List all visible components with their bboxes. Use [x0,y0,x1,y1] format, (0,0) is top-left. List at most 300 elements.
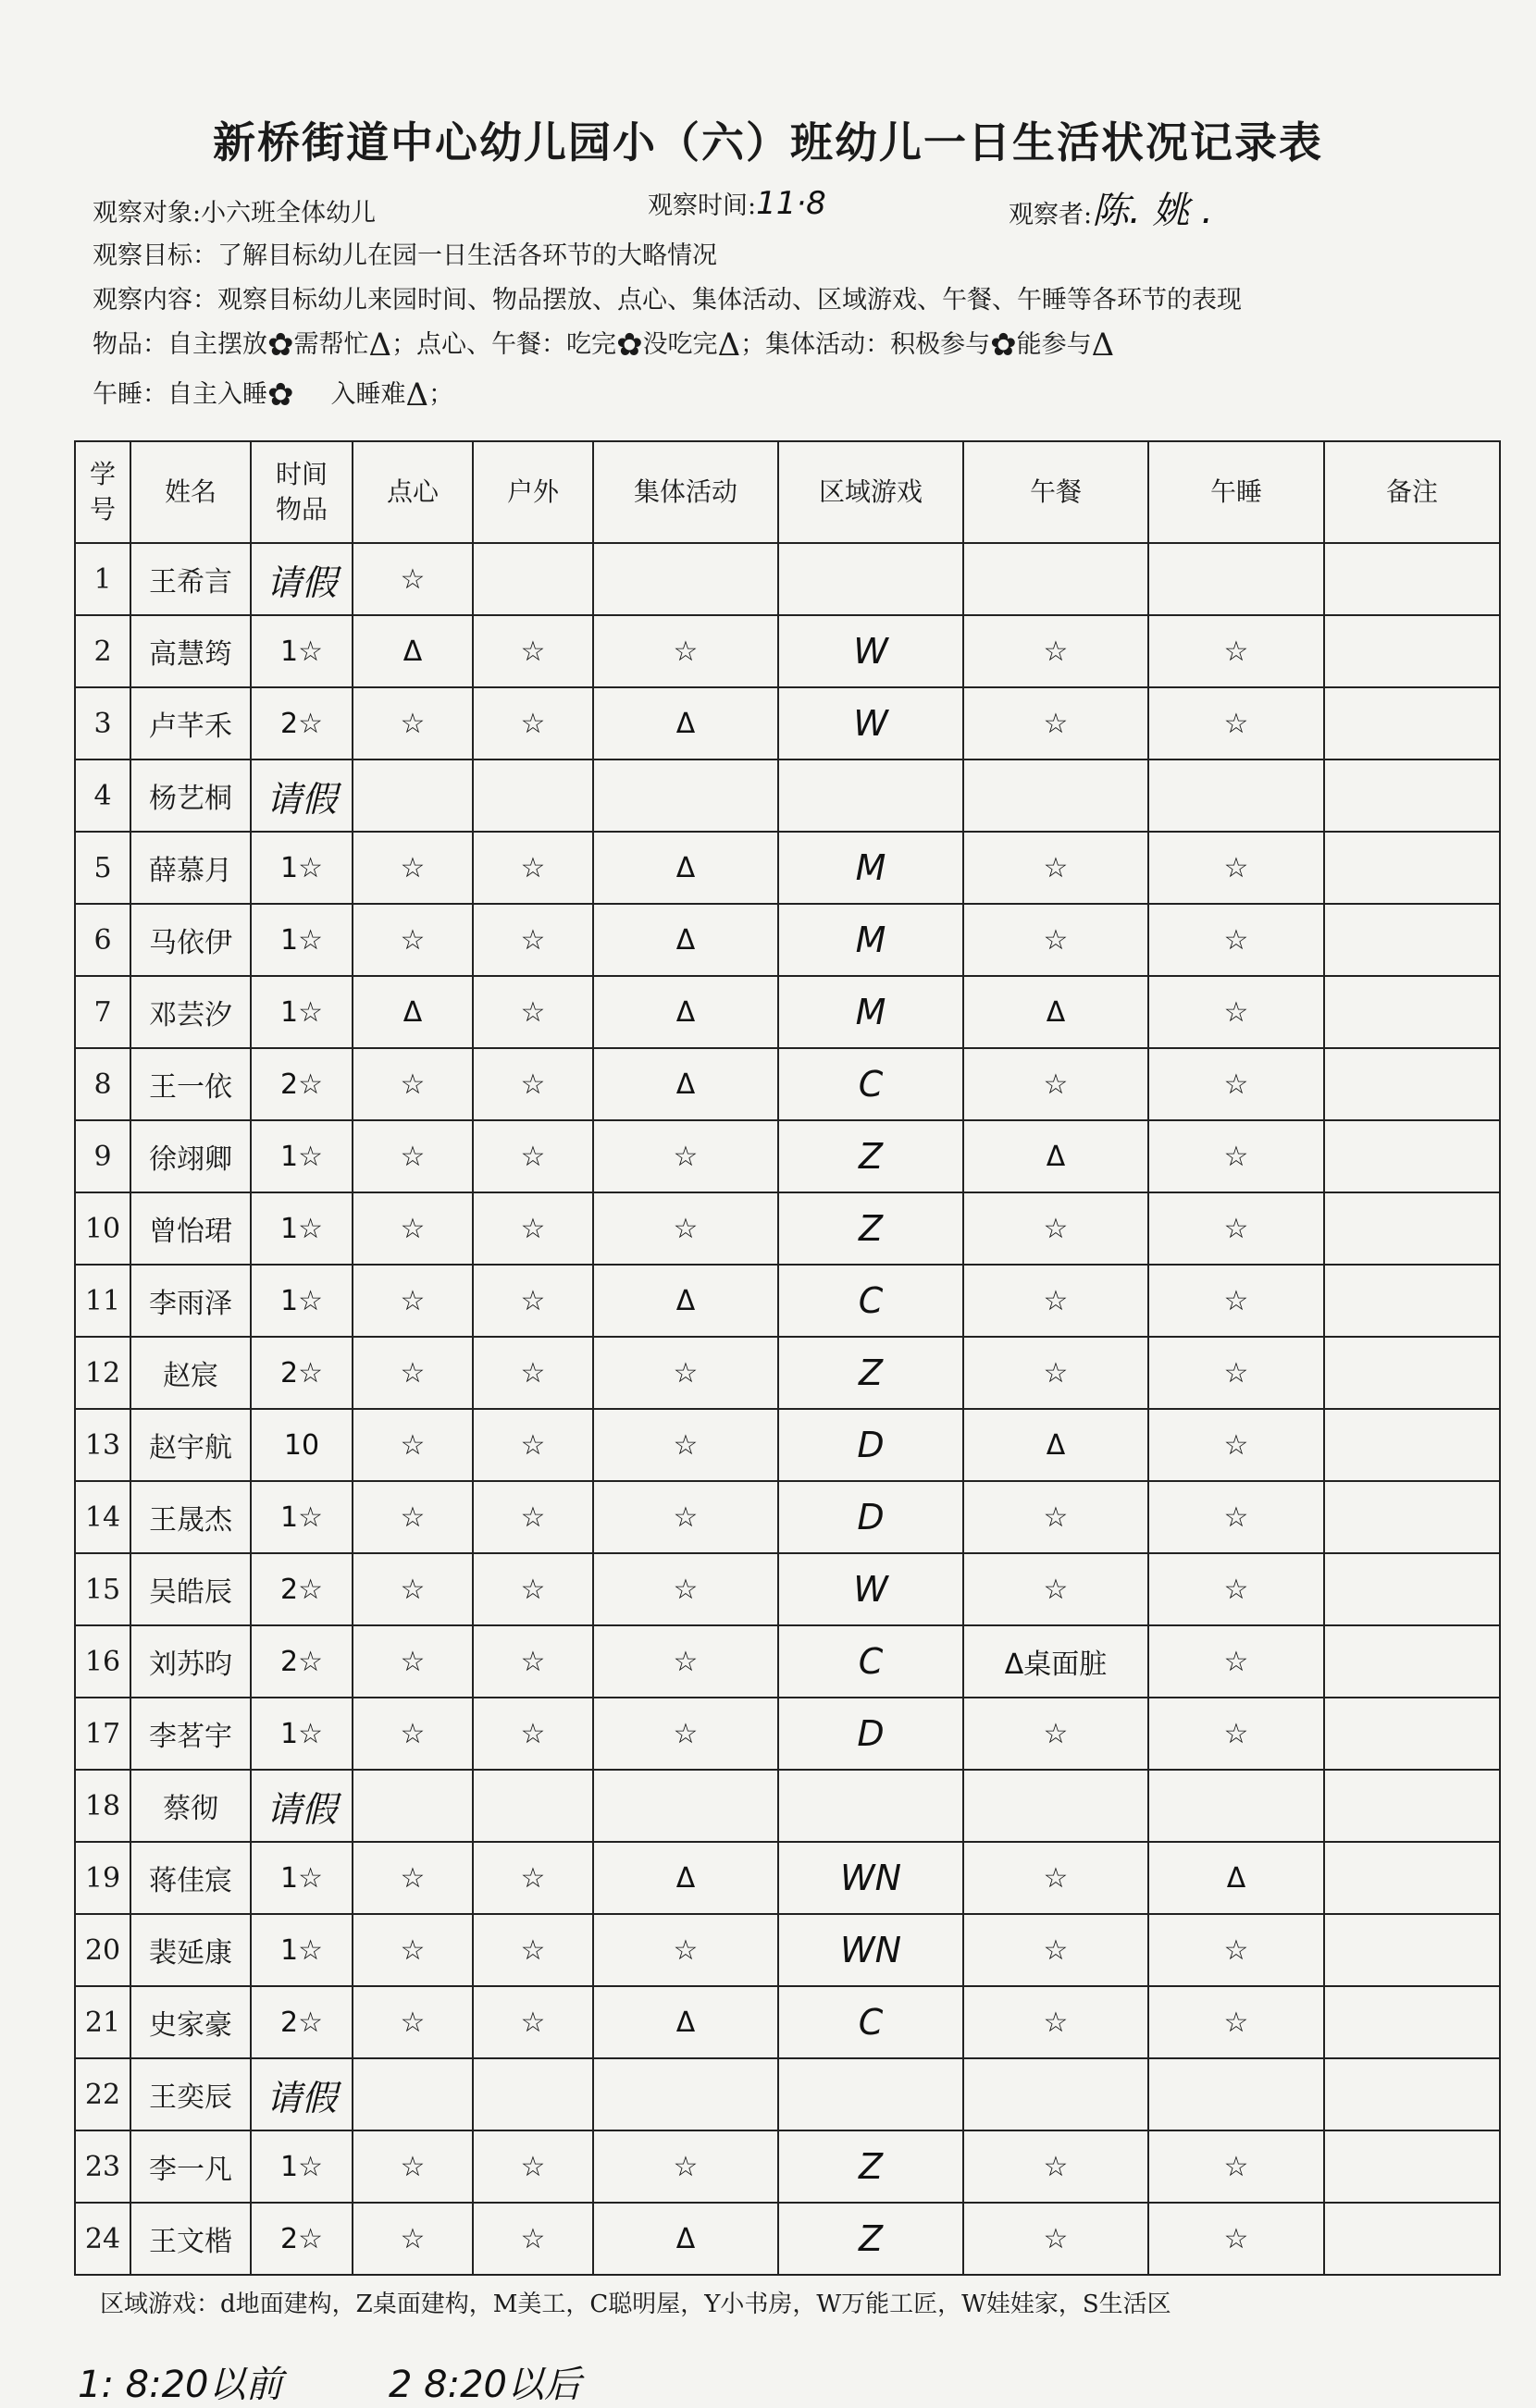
cell-name: 王文楷 [130,2203,251,2275]
cell-no: 7 [75,976,130,1048]
cell-note [1324,1265,1500,1337]
cell-group: ☆ [593,1120,778,1192]
cell-outdoor: ☆ [473,1553,593,1625]
cell-time: 2☆ [251,1553,353,1625]
cell-outdoor: ☆ [473,1698,593,1770]
cell-nap: ☆ [1148,976,1324,1048]
cell-note [1324,1986,1500,2058]
cell-group: Δ [593,1842,778,1914]
key-items-self: 物品：自主摆放 [93,330,267,359]
cell-name: 刘苏昀 [130,1625,251,1698]
cell-lunch: Δ [963,1120,1148,1192]
table-row [75,1481,1500,1553]
cell-snack: ☆ [353,1048,473,1120]
cell-lunch: ☆ [963,1192,1148,1265]
cell-snack: ☆ [353,1553,473,1625]
cell-no: 9 [75,1120,130,1192]
cell-lunch: ☆ [963,687,1148,759]
cell-area: Z [778,1192,963,1265]
cell-snack: ☆ [353,1914,473,1986]
record-table [74,440,1501,2276]
cell-outdoor: ☆ [473,1914,593,1986]
cell-area [778,543,963,615]
cell-lunch [963,759,1148,832]
cell-area: M [778,832,963,904]
cell-nap: ☆ [1148,1048,1324,1120]
cell-time: 10 [251,1409,353,1481]
cell-outdoor: ☆ [473,904,593,976]
cell-name: 赵宇航 [130,1409,251,1481]
cell-time: 2☆ [251,1986,353,2058]
star-icon: ✿ [267,377,294,414]
key-nap-hard: 入睡难 [330,380,406,409]
cell-lunch: ☆ [963,904,1148,976]
cell-name: 李一凡 [130,2130,251,2203]
cell-time: 请假 [251,543,353,615]
cell-name: 吴皓辰 [130,1553,251,1625]
cell-snack: Δ [353,976,473,1048]
cell-group: Δ [593,1986,778,2058]
cell-no: 18 [75,1770,130,1842]
cell-area: Z [778,1337,963,1409]
cell-note [1324,1553,1500,1625]
cell-snack: ☆ [353,1986,473,2058]
observer-label: 观察者: [1009,201,1093,229]
cell-nap: ☆ [1148,1986,1324,2058]
cell-group: ☆ [593,1481,778,1553]
cell-time: 1☆ [251,2130,353,2203]
cell-name: 马依伊 [130,904,251,976]
cell-snack: Δ [353,615,473,687]
cell-outdoor [473,2058,593,2130]
cell-snack [353,1770,473,1842]
cell-area: D [778,1698,963,1770]
cell-nap: ☆ [1148,832,1324,904]
cell-lunch: Δ [963,1409,1148,1481]
arrival-time-2: 2 8:20以后 [389,2364,581,2406]
cell-snack: ☆ [353,904,473,976]
cell-outdoor: ☆ [473,1265,593,1337]
cell-outdoor: ☆ [473,1048,593,1120]
cell-snack: ☆ [353,1192,473,1265]
header-snack: 点心 [353,441,473,543]
cell-area: W [778,1553,963,1625]
star-icon: ✿ [990,327,1017,364]
table-row [75,904,1500,976]
cell-lunch: ☆ [963,2130,1148,2203]
header-no [75,441,130,543]
header-area: 区域游戏 [778,441,963,543]
cell-note [1324,1409,1500,1481]
cell-no: 21 [75,1986,130,2058]
cell-nap: ☆ [1148,1698,1324,1770]
cell-nap: ☆ [1148,2203,1324,2275]
key-items-help: 需帮忙 [293,330,369,359]
cell-area: D [778,1481,963,1553]
cell-name: 曾怡珺 [130,1192,251,1265]
cell-name: 蔡彻 [130,1770,251,1842]
cell-no: 24 [75,2203,130,2275]
cell-note [1324,1048,1500,1120]
cell-no: 22 [75,2058,130,2130]
observer [1009,181,1213,234]
cell-note [1324,832,1500,904]
cell-nap: ☆ [1148,687,1324,759]
cell-lunch: ☆ [963,1048,1148,1120]
cell-name: 邓芸汐 [130,976,251,1048]
cell-time: 2☆ [251,1625,353,1698]
cell-no: 13 [75,1409,130,1481]
triangle-icon: Δ [717,327,741,364]
cell-lunch: ☆ [963,1337,1148,1409]
cell-lunch: ☆ [963,615,1148,687]
cell-nap: ☆ [1148,1265,1324,1337]
cell-name: 杨艺桐 [130,759,251,832]
cell-name: 裴延康 [130,1914,251,1986]
cell-nap: ☆ [1148,1914,1324,1986]
cell-area: Z [778,2130,963,2203]
cell-nap: ☆ [1148,1120,1324,1192]
header-time [251,441,353,543]
cell-outdoor: ☆ [473,1481,593,1553]
cell-name: 卢芊禾 [130,687,251,759]
cell-nap [1148,2058,1324,2130]
cell-area: Z [778,1120,963,1192]
table-row [75,1120,1500,1192]
cell-no: 1 [75,543,130,615]
cell-no: 15 [75,1553,130,1625]
header-nap: 午睡 [1148,441,1324,543]
table-header-row [75,441,1500,543]
cell-note [1324,1192,1500,1265]
cell-outdoor: ☆ [473,1337,593,1409]
cell-outdoor: ☆ [473,1192,593,1265]
cell-nap: ☆ [1148,904,1324,976]
cell-snack: ☆ [353,2203,473,2275]
cell-snack [353,759,473,832]
cell-snack: ☆ [353,832,473,904]
cell-area: W [778,687,963,759]
table-row [75,2058,1500,2130]
cell-name: 王希言 [130,543,251,615]
cell-area [778,1770,963,1842]
cell-snack: ☆ [353,2130,473,2203]
object-value: 小六班全体幼儿 [201,199,377,228]
cell-area: M [778,904,963,976]
observation-time [648,185,826,222]
cell-note [1324,1337,1500,1409]
cell-time: 1☆ [251,1914,353,1986]
cell-note [1324,2058,1500,2130]
cell-outdoor [473,1770,593,1842]
cell-lunch: ☆ [963,832,1148,904]
cell-name: 王奕辰 [130,2058,251,2130]
cell-nap: ☆ [1148,615,1324,687]
table-body [75,543,1500,2275]
table-row [75,543,1500,615]
cell-group: ☆ [593,1409,778,1481]
table-row [75,1770,1500,1842]
cell-time: 1☆ [251,1481,353,1553]
cell-area: C [778,1048,963,1120]
cell-time: 1☆ [251,976,353,1048]
header-lunch: 午餐 [963,441,1148,543]
cell-outdoor: ☆ [473,2130,593,2203]
symbol-key [93,324,1114,364]
cell-time: 2☆ [251,687,353,759]
cell-lunch [963,1770,1148,1842]
cell-lunch: ☆ [963,1553,1148,1625]
table-row [75,1986,1500,2058]
cell-no: 10 [75,1192,130,1265]
cell-time: 1☆ [251,832,353,904]
cell-time: 1☆ [251,1698,353,1770]
cell-outdoor: ☆ [473,1409,593,1481]
cell-no: 23 [75,2130,130,2203]
header-outdoor: 户外 [473,441,593,543]
cell-snack [353,2058,473,2130]
cell-name: 王晟杰 [130,1481,251,1553]
nap-key [93,374,453,414]
cell-note [1324,1770,1500,1842]
cell-area: Z [778,2203,963,2275]
header-no-text: 学 号 [89,459,116,525]
cell-group [593,1770,778,1842]
cell-name: 蒋佳宸 [130,1842,251,1914]
cell-lunch: Δ桌面脏 [963,1625,1148,1698]
table-row [75,1409,1500,1481]
observer-value: 陈. 姚 . [1092,190,1213,232]
cell-snack: ☆ [353,1625,473,1698]
cell-no: 19 [75,1842,130,1914]
cell-group: ☆ [593,615,778,687]
cell-nap [1148,1770,1324,1842]
cell-group: Δ [593,1265,778,1337]
cell-group: Δ [593,687,778,759]
cell-time: 请假 [251,1770,353,1842]
cell-lunch [963,2058,1148,2130]
cell-no: 12 [75,1337,130,1409]
cell-time: 请假 [251,2058,353,2130]
object-label: 观察对象: [93,199,202,228]
cell-lunch: ☆ [963,1842,1148,1914]
triangle-icon: Δ [1091,327,1115,364]
cell-area: C [778,1986,963,2058]
cell-nap: ☆ [1148,1553,1324,1625]
cell-snack: ☆ [353,1842,473,1914]
cell-note [1324,2203,1500,2275]
table-row [75,615,1500,687]
cell-note [1324,1625,1500,1698]
cell-group: ☆ [593,1625,778,1698]
cell-note [1324,1698,1500,1770]
cell-note [1324,543,1500,615]
header-name: 姓名 [130,441,251,543]
table-row [75,2203,1500,2275]
cell-snack: ☆ [353,687,473,759]
table-row [75,1048,1500,1120]
star-icon: ✿ [267,327,294,364]
cell-name: 赵宸 [130,1337,251,1409]
cell-group [593,543,778,615]
cell-snack: ☆ [353,1481,473,1553]
cell-note [1324,687,1500,759]
cell-group: ☆ [593,1698,778,1770]
cell-time: 2☆ [251,1048,353,1120]
key-nap-self: 午睡：自主入睡 [93,380,267,409]
cell-area [778,759,963,832]
cell-snack: ☆ [353,1698,473,1770]
cell-no: 17 [75,1698,130,1770]
cell-no: 2 [75,615,130,687]
table-row [75,976,1500,1048]
cell-no: 4 [75,759,130,832]
cell-nap [1148,759,1324,832]
table-row [75,1553,1500,1625]
key-nap-end: ； [428,380,454,409]
cell-note [1324,2130,1500,2203]
observation-object [93,192,376,228]
cell-note [1324,904,1500,976]
cell-no: 20 [75,1914,130,1986]
table-row [75,1698,1500,1770]
cell-outdoor: ☆ [473,1986,593,2058]
cell-nap: ☆ [1148,1409,1324,1481]
cell-lunch: ☆ [963,1481,1148,1553]
cell-outdoor: ☆ [473,615,593,687]
cell-group: Δ [593,2203,778,2275]
cell-group: ☆ [593,1914,778,1986]
cell-area: W [778,615,963,687]
key-group-active: ；集体活动：积极参与 [740,330,991,359]
cell-snack: ☆ [353,543,473,615]
cell-nap: ☆ [1148,1337,1324,1409]
cell-time: 1☆ [251,615,353,687]
cell-area: WN [778,1842,963,1914]
observation-goal: 观察目标：了解目标幼儿在园一日生活各环节的大略情况 [93,241,717,270]
cell-group: ☆ [593,1337,778,1409]
cell-outdoor [473,759,593,832]
cell-area: D [778,1409,963,1481]
cell-nap: ☆ [1148,1192,1324,1265]
cell-no: 16 [75,1625,130,1698]
cell-time: 请假 [251,759,353,832]
cell-note [1324,976,1500,1048]
cell-group: Δ [593,832,778,904]
cell-name: 李茗宇 [130,1698,251,1770]
arrival-time-1: 1: 8:20以前 [78,2364,283,2406]
cell-name: 高慧筠 [130,615,251,687]
page-title: 新桥街道中心幼儿园小（六）班幼儿一日生活状况记录表 [213,117,1323,167]
cell-note [1324,1481,1500,1553]
cell-group [593,2058,778,2130]
cell-lunch: ☆ [963,2203,1148,2275]
cell-no: 3 [75,687,130,759]
cell-note [1324,615,1500,687]
cell-time: 1☆ [251,904,353,976]
cell-area: C [778,1625,963,1698]
cell-area: M [778,976,963,1048]
cell-outdoor: ☆ [473,2203,593,2275]
cell-no: 14 [75,1481,130,1553]
cell-nap: Δ [1148,1842,1324,1914]
cell-outdoor: ☆ [473,1120,593,1192]
table-row [75,2130,1500,2203]
cell-group: Δ [593,904,778,976]
time-label: 观察时间: [648,191,757,220]
cell-lunch: ☆ [963,1698,1148,1770]
cell-outdoor: ☆ [473,1625,593,1698]
cell-time: 2☆ [251,2203,353,2275]
table-row [75,687,1500,759]
cell-no: 8 [75,1048,130,1120]
cell-name: 李雨泽 [130,1265,251,1337]
cell-outdoor [473,543,593,615]
cell-snack: ☆ [353,1120,473,1192]
cell-name: 王一依 [130,1048,251,1120]
table-row [75,1337,1500,1409]
cell-outdoor: ☆ [473,1842,593,1914]
table-row [75,1625,1500,1698]
cell-no: 5 [75,832,130,904]
key-group-participate: 能参与 [1016,330,1092,359]
cell-no: 6 [75,904,130,976]
cell-group: ☆ [593,1192,778,1265]
table-row [75,759,1500,832]
cell-name: 史家豪 [130,1986,251,2058]
triangle-icon: Δ [368,327,392,364]
cell-lunch: Δ [963,976,1148,1048]
star-icon: ✿ [616,327,643,364]
header-time-text: 时间 物品 [275,459,328,525]
cell-note [1324,1914,1500,1986]
cell-group: ☆ [593,2130,778,2203]
cell-time: 1☆ [251,1192,353,1265]
cell-snack: ☆ [353,1409,473,1481]
cell-nap [1148,543,1324,615]
cell-group [593,759,778,832]
key-meal-finished: ；点心、午餐：吃完 [391,330,617,359]
cell-time: 1☆ [251,1120,353,1192]
cell-area [778,2058,963,2130]
cell-snack: ☆ [353,1265,473,1337]
cell-name: 薛慕月 [130,832,251,904]
table-row [75,1842,1500,1914]
triangle-icon: Δ [405,377,429,414]
header-note: 备注 [1324,441,1500,543]
cell-lunch [963,543,1148,615]
key-meal-unfinished: 没吃完 [642,330,718,359]
cell-time: 2☆ [251,1337,353,1409]
cell-lunch: ☆ [963,1986,1148,2058]
cell-area: WN [778,1914,963,1986]
cell-group: Δ [593,1048,778,1120]
cell-note [1324,759,1500,832]
table-row [75,1192,1500,1265]
cell-group: Δ [593,976,778,1048]
cell-outdoor: ☆ [473,687,593,759]
cell-nap: ☆ [1148,1625,1324,1698]
cell-snack: ☆ [353,1337,473,1409]
area-legend: 区域游戏：d地面建构，Z桌面建构，M美工，C聪明屋，Y小书房，W万能工匠，W娃娃家，S生活区 [100,2291,1171,2318]
cell-area: C [778,1265,963,1337]
cell-group: ☆ [593,1553,778,1625]
table-row [75,832,1500,904]
cell-time: 1☆ [251,1842,353,1914]
cell-time: 1☆ [251,1265,353,1337]
table-row [75,1265,1500,1337]
cell-outdoor: ☆ [473,832,593,904]
